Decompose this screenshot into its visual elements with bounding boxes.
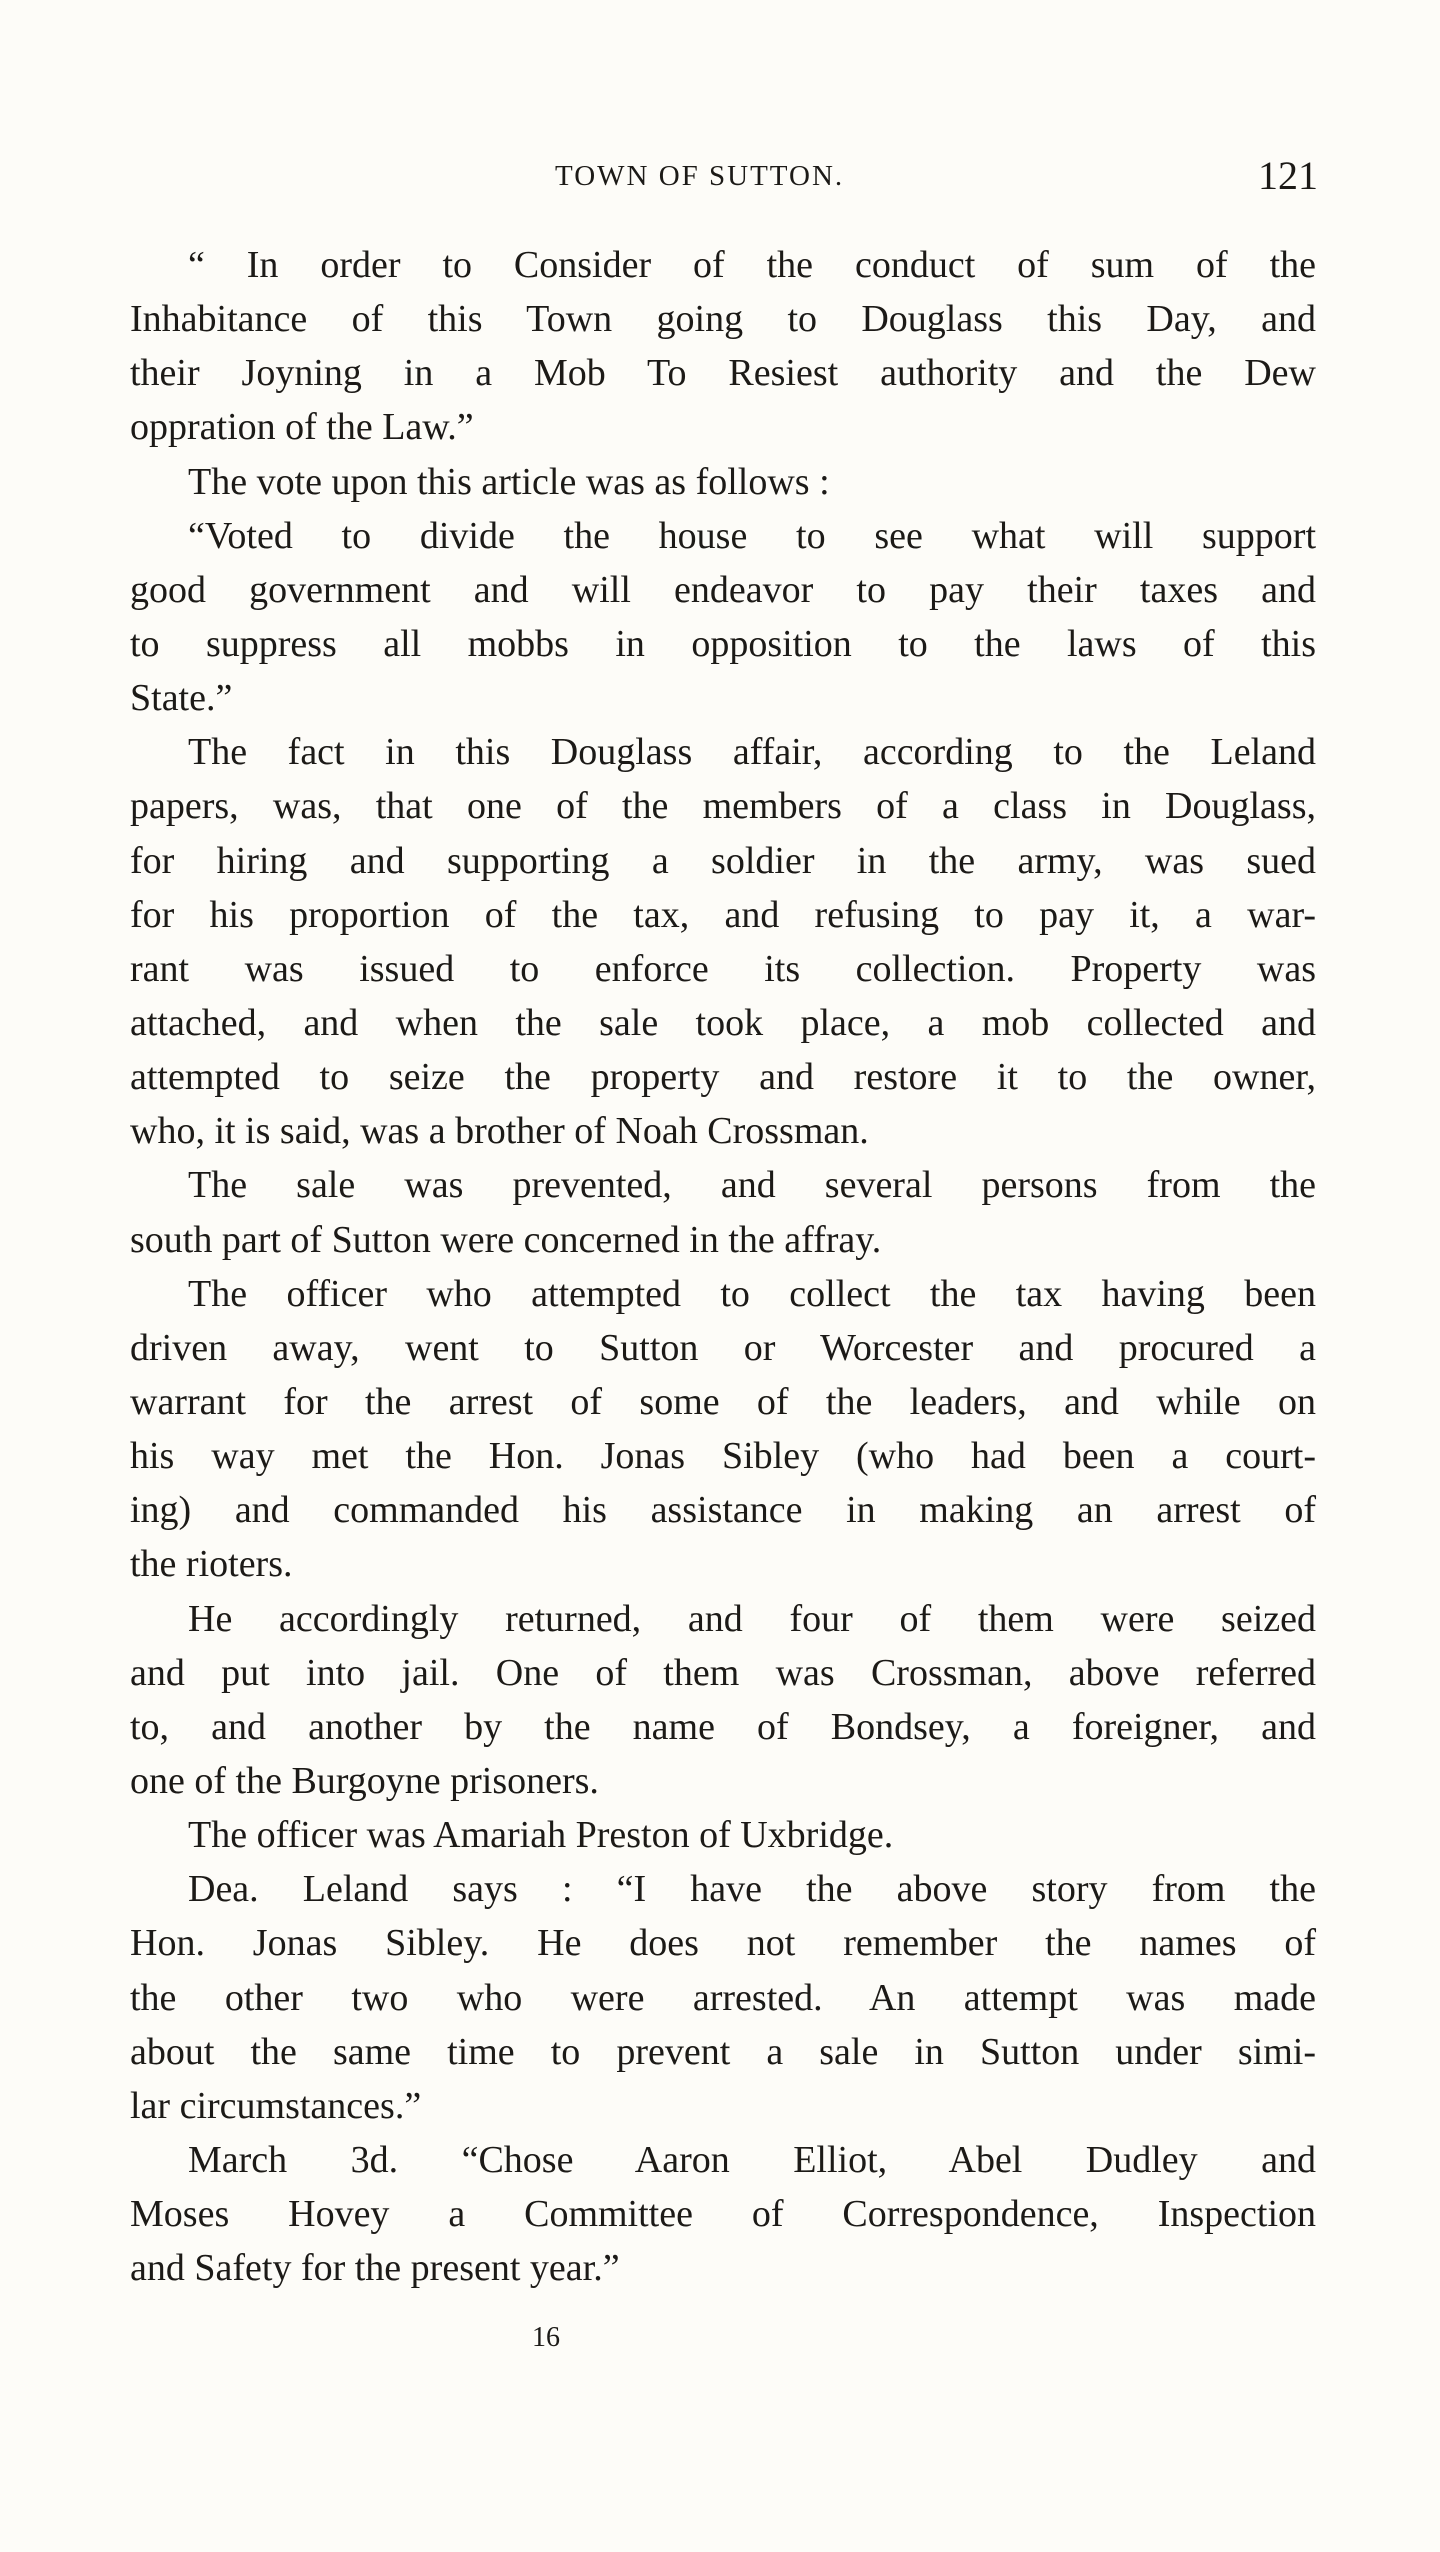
text-line: for his proportion of the tax, and refusing to pay it, a war- xyxy=(130,893,1316,936)
text-line: good government and will endeavor to pay their taxes and xyxy=(130,568,1316,611)
text-line: to suppress all mobbs in opposition to the laws of this xyxy=(130,622,1316,665)
text-line: Moses Hovey a Committee of Correspondence, Inspection xyxy=(130,2193,1316,2236)
text-line: ing) and commanded his assistance in making an arrest of xyxy=(130,1489,1316,1532)
text-line: Hon. Jonas Sibley. He does not remember the names of xyxy=(130,1922,1316,1965)
text-line: The officer who attempted to collect the tax having been xyxy=(188,1272,1316,1315)
text-line: March 3d. “Chose Aaron Elliot, Abel Dudley and xyxy=(188,2138,1316,2181)
text-line: and put into jail. One of them was Crossman, above referred xyxy=(130,1651,1316,1694)
text-line: Dea. Leland says : “I have the above story from the xyxy=(188,1868,1316,1911)
text-line: attached, and when the sale took place, a mob collected and xyxy=(130,1001,1316,1044)
text-line: attempted to seize the property and restore it to the owner, xyxy=(130,1056,1316,1099)
text-line: papers, was, that one of the members of a class in Douglass, xyxy=(130,785,1316,828)
text-line: rant was issued to enforce its collection. Property was xyxy=(130,947,1316,990)
text-line: State.” xyxy=(130,677,233,720)
text-line: their Joyning in a Mob To Resiest authority and the Dew xyxy=(130,352,1316,395)
text-line: driven away, went to Sutton or Worcester and procured a xyxy=(130,1326,1316,1369)
text-line: The fact in this Douglass affair, according to the Leland xyxy=(188,731,1316,774)
text-line: for hiring and supporting a soldier in the army, was sued xyxy=(130,839,1316,882)
running-title: TOWN OF SUTTON. xyxy=(555,160,845,192)
text-line: He accordingly returned, and four of them were seized xyxy=(188,1597,1316,1640)
text-line: and Safety for the present year.” xyxy=(130,2247,620,2290)
text-line: The vote upon this article was as follows : xyxy=(188,460,830,503)
text-line: “ In order to Consider of the conduct of sum of the xyxy=(188,244,1316,286)
text-line: the rioters. xyxy=(130,1543,293,1586)
text-line: south part of Sutton were concerned in the affray. xyxy=(130,1218,882,1261)
text-line: warrant for the arrest of some of the leaders, and while on xyxy=(130,1380,1316,1423)
text-line: “Voted to divide the house to see what will support xyxy=(188,514,1316,557)
body-text xyxy=(130,238,1316,2295)
text-line: one of the Burgoyne prisoners. xyxy=(130,1759,599,1802)
text-line: The sale was prevented, and several persons from the xyxy=(188,1164,1316,1207)
text-line: his way met the Hon. Jonas Sibley (who had been a court- xyxy=(130,1435,1316,1478)
text-line: oppration of the Law.” xyxy=(130,406,474,449)
text-line: to, and another by the name of Bondsey, a foreigner, and xyxy=(130,1705,1316,1748)
page-number: 121 xyxy=(1258,153,1318,198)
signature-mark: 16 xyxy=(532,2322,560,2353)
text-line: about the same time to prevent a sale in Sutton under simi- xyxy=(130,2030,1316,2073)
text-line: the other two who were arrested. An attempt was made xyxy=(130,1976,1316,2019)
text-line: who, it is said, was a brother of Noah Crossman. xyxy=(130,1110,869,1153)
text-line: The officer was Amariah Preston of Uxbridge. xyxy=(188,1814,894,1857)
text-line: lar circumstances.” xyxy=(130,2084,422,2127)
text-line: Inhabitance of this Town going to Douglass this Day, and xyxy=(130,298,1316,341)
